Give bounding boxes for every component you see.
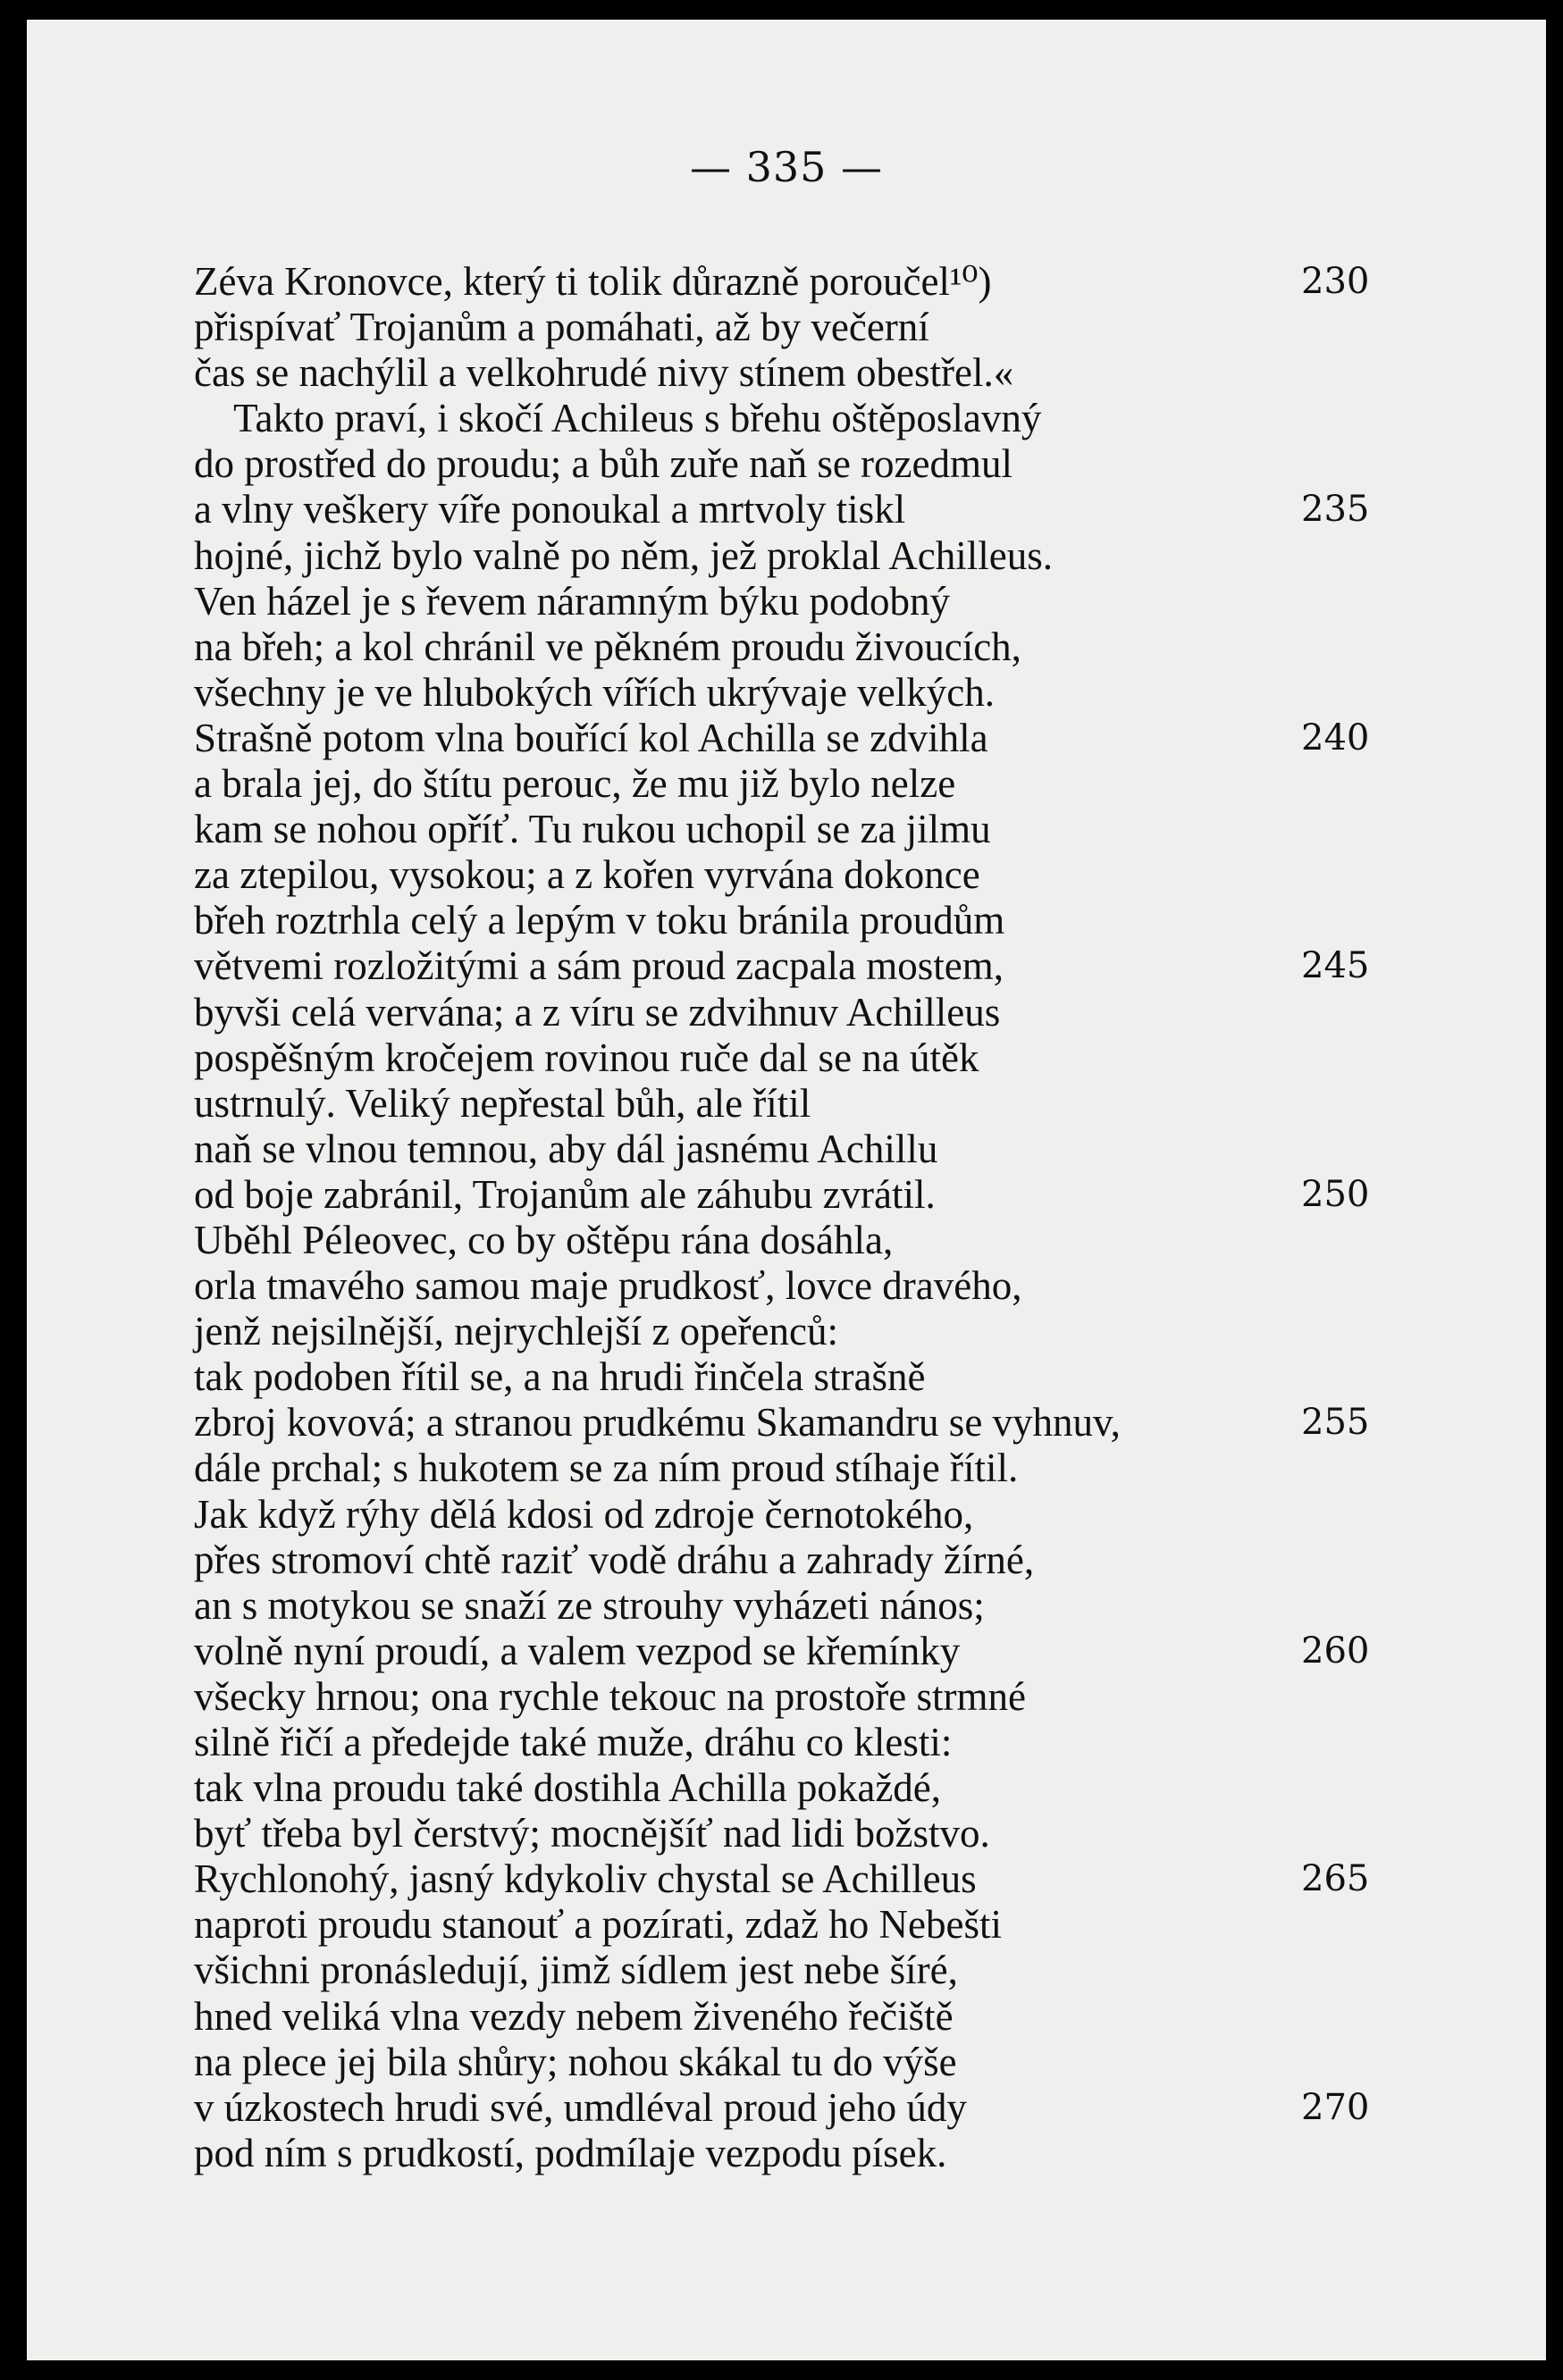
verse-line	[194, 1856, 1391, 1902]
verse-line-text: hojné, jichž bylo valně po něm, jež proklal Achilleus.	[194, 532, 1053, 578]
verse-line	[194, 898, 1391, 943]
verse-line-text: hned veliká vlna vezdy nebem živeného řečiště	[194, 1993, 954, 2039]
verse-line-text: Strašně potom vlna bouřící kol Achilla se zdvihla	[194, 715, 988, 760]
verse-line-text: do prostřed do proudu; a bůh zuře naň se rozedmul	[194, 441, 1013, 487]
verse-line	[194, 1765, 1391, 1811]
verse-line	[194, 761, 1391, 807]
verse-line	[194, 2040, 1391, 2085]
line-number: 250	[1301, 1173, 1370, 1215]
verse-line-text: na plece jej bila shůry; nohou skákal tu do výše	[194, 2039, 957, 2084]
verse-line-text: všechny je ve hlubokých vířích ukrývaje velkých.	[194, 669, 995, 715]
line-number: 270	[1301, 2086, 1370, 2128]
verse-line-text: dále prchal; s hukotem se za ním proud stíhaje řítil.	[194, 1446, 1019, 1491]
verse-line	[194, 807, 1391, 852]
verse-line-text: zbroj kovová; a stranou prudkému Skamandru se vyhnuv,	[194, 1400, 1121, 1446]
verse-line-text: byvši celá vervána; a z víru se zdvihnuv Achilleus	[194, 989, 1001, 1035]
verse-line-text: ustrnulý. Veliký nepřestal bůh, ale řítil	[194, 1080, 811, 1126]
verse-line	[194, 1674, 1391, 1720]
verse-line	[194, 624, 1391, 670]
verse-line-text: v úzkostech hrudi své, umdléval proud jeho údy	[194, 2084, 967, 2130]
verse-line	[194, 259, 1391, 305]
verse-line	[194, 1538, 1391, 1583]
verse-line-text: pod ním s prudkostí, podmílaje vezpodu písek.	[194, 2130, 947, 2175]
verse-line-text: silně řičí a předejde také muže, dráhu co klesti:	[194, 1720, 953, 1764]
verse-line-text: tak vlna proudu také dostihla Achilla pokaždé,	[194, 1765, 942, 1811]
verse-line	[194, 1583, 1391, 1629]
verse-line-text: za ztepilou, vysokou; a z kořen vyrvána dokonce	[194, 852, 980, 898]
verse-line	[194, 670, 1391, 716]
line-number: 255	[1301, 1402, 1370, 1444]
verse-line	[194, 1811, 1391, 1856]
verse-line-text: orla tmavého samou maje prudkosť, lovce dravého,	[194, 1263, 1022, 1309]
verse-line	[194, 579, 1391, 624]
verse-line	[194, 716, 1391, 761]
verse-line-text: Takto praví, i skočí Achileus s břehu oštěposlavný	[194, 396, 1042, 441]
verse-line	[194, 1948, 1391, 1993]
verse-line	[194, 2085, 1391, 2131]
verse-line-text: pospěšným kročejem rovinou ruče dal se na útěk	[194, 1035, 979, 1080]
verse-line-text: Uběhl Péleovec, co by oštěpu rána dosáhla,	[194, 1217, 894, 1262]
book-page	[27, 20, 1546, 2360]
verse-line-text: na břeh; a kol chránil ve pěkném proudu živoucích,	[194, 624, 1021, 669]
verse-line	[194, 1218, 1391, 1263]
verse-text-block	[194, 259, 1391, 2176]
line-number: 240	[1301, 717, 1370, 758]
verse-line	[194, 1035, 1391, 1081]
verse-line	[194, 1446, 1391, 1491]
verse-line	[194, 1127, 1391, 1172]
verse-line	[194, 487, 1391, 532]
verse-line	[194, 1172, 1391, 1218]
verse-line-text: volně nyní proudí, a valem vezpod se křemínky	[194, 1628, 961, 1673]
verse-line-text: čas se nachýlil a velkohrudé nivy stínem obestřel.«	[194, 350, 1014, 396]
verse-line	[194, 1354, 1391, 1400]
verse-line	[194, 990, 1391, 1035]
verse-line	[194, 2131, 1391, 2176]
verse-line	[194, 852, 1391, 898]
verse-line-text: větvemi rozložitými a sám proud zacpala mostem,	[194, 943, 1004, 989]
verse-line-text: Zéva Kronovce, který ti tolik důrazně poroučel¹⁰)	[194, 259, 992, 304]
line-number: 260	[1301, 1630, 1370, 1672]
verse-line-text: přispívať Trojanům a pomáhati, až by večerní	[194, 305, 929, 350]
line-number: 235	[1301, 489, 1370, 531]
verse-line	[194, 1263, 1391, 1309]
verse-line	[194, 1492, 1391, 1538]
verse-line-text: jenž nejsilnější, nejrychlejší z opeřenců:	[194, 1309, 838, 1354]
verse-line-text: naproti proudu stanouť a pozírati, zdaž ho Nebešti	[194, 1902, 1002, 1948]
line-number: 230	[1301, 261, 1370, 302]
line-number: 245	[1301, 945, 1370, 987]
verse-line-text: všichni pronásledují, jimž sídlem jest nebe šíré,	[194, 1948, 958, 1993]
verse-line-text: naň se vlnou temnou, aby dál jasnému Achillu	[194, 1126, 938, 1171]
verse-line-text: a brala jej, do štítu perouc, že mu již bylo nelze	[194, 761, 956, 807]
verse-line	[194, 1994, 1391, 2040]
verse-line-text: tak podoben řítil se, a na hrudi řinčela strašně	[194, 1354, 926, 1400]
verse-line	[194, 533, 1391, 579]
verse-line-text: Jak když rýhy dělá kdosi od zdroje černotokého,	[194, 1491, 974, 1537]
verse-line-text: všecky hrnou; ona rychle tekouc na prostoře strmné	[194, 1673, 1026, 1719]
verse-line	[194, 305, 1391, 350]
verse-line-text: an s motykou se snaží ze strouhy vyházeti nános;	[194, 1582, 985, 1628]
verse-line	[194, 350, 1391, 396]
verse-line-text: kam se nohou opříť. Tu rukou uchopil se za jilmu	[194, 807, 991, 852]
verse-line	[194, 1902, 1391, 1948]
verse-line-text: břeh roztrhla celý a lepým v toku bránila proudům	[194, 898, 1005, 943]
verse-line-text: přes stromoví chtě raziť vodě dráhu a zahrady žírné,	[194, 1537, 1035, 1582]
page-number: — 335 —	[689, 143, 884, 191]
verse-line	[194, 1720, 1391, 1765]
verse-line-text: Ven házel je s řevem náramným býku podobný	[194, 578, 951, 624]
verse-line	[194, 396, 1391, 441]
verse-line-text: byť třeba byl čerstvý; mocnějšíť nad lidi božstvo.	[194, 1811, 990, 1856]
verse-line	[194, 1629, 1391, 1674]
verse-line-text: a vlny veškery víře ponoukal a mrtvoly tiskl	[194, 487, 906, 532]
verse-line	[194, 1309, 1391, 1354]
line-number: 265	[1301, 1858, 1370, 1900]
verse-line	[194, 441, 1391, 487]
verse-line	[194, 1081, 1391, 1127]
verse-line	[194, 943, 1391, 989]
verse-line-text: Rychlonohý, jasný kdykoliv chystal se Achilleus	[194, 1856, 977, 1902]
verse-line-text: od boje zabránil, Trojanům ale záhubu zvrátil.	[194, 1171, 936, 1217]
verse-line	[194, 1400, 1391, 1446]
